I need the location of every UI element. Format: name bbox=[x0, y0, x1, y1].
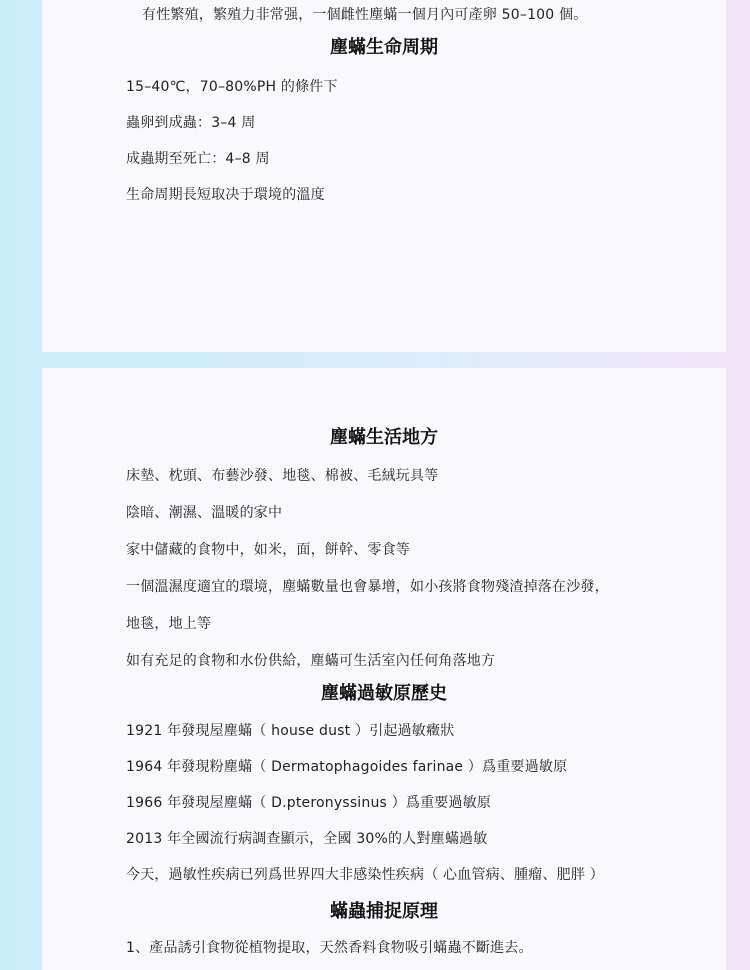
top-content-card bbox=[42, 0, 726, 352]
history-line-2: 1964 年發現粉塵蟎（ Dermatophagoides farinae ）爲重要過敏原 bbox=[126, 759, 568, 775]
habitat-line-2: 陰暗、潮濕、溫暖的家中 bbox=[126, 505, 283, 521]
history-line-5: 今天，過敏性疾病已列爲世界四大非感染性疾病（ 心血管病、腫瘤、肥胖 ） bbox=[126, 867, 604, 883]
habitat-line-5: 地毯，地上等 bbox=[126, 616, 212, 632]
intro-line: 有性繁殖，繁殖力非常强，一個雌性塵蟎一個月內可產卵 50–100 個。 bbox=[142, 7, 588, 23]
lifecycle-line-4: 生命周期長短取决于環境的溫度 bbox=[126, 187, 325, 203]
lifecycle-line-1: 15–40℃，70–80%PH 的條件下 bbox=[126, 79, 338, 95]
lifecycle-line-2: 蟲卵到成蟲：3–4 周 bbox=[126, 115, 256, 131]
history-line-3: 1966 年發現屋塵蟎（ D.pteronyssinus ）爲重要過敏原 bbox=[126, 795, 492, 811]
lifecycle-line-3: 成蟲期至死亡：4–8 周 bbox=[126, 151, 270, 167]
habitat-heading: 塵蟎生活地方 bbox=[330, 427, 438, 448]
habitat-line-1: 床墊、枕頭、布藝沙發、地毯、棉被、毛絨玩具等 bbox=[126, 468, 439, 484]
principle-heading: 蟎蟲捕捉原理 bbox=[330, 901, 438, 922]
principle-line-1: 1、產品誘引食物從植物提取，天然香料食物吸引蟎蟲不斷進去。 bbox=[126, 940, 533, 956]
history-line-4: 2013 年全國流行病調查顯示，全國 30%的人對塵蟎過敏 bbox=[126, 831, 488, 847]
lifecycle-heading: 塵蟎生命周期 bbox=[330, 37, 438, 58]
history-line-1: 1921 年發現屋塵蟎（ house dust ）引起過敏癥狀 bbox=[126, 723, 455, 739]
bottom-content-card bbox=[42, 368, 726, 970]
history-heading: 塵蟎過敏原歷史 bbox=[321, 683, 447, 704]
habitat-line-6: 如有充足的食物和水份供給，塵蟎可生活室內任何角落地方 bbox=[126, 653, 496, 669]
habitat-line-3: 家中儲藏的食物中，如米，面，餅幹、零食等 bbox=[126, 542, 410, 558]
habitat-line-4: 一個溫濕度適宜的環境，塵蟎數量也會暴增，如小孩將食物殘渣掉落在沙發， bbox=[126, 579, 609, 595]
